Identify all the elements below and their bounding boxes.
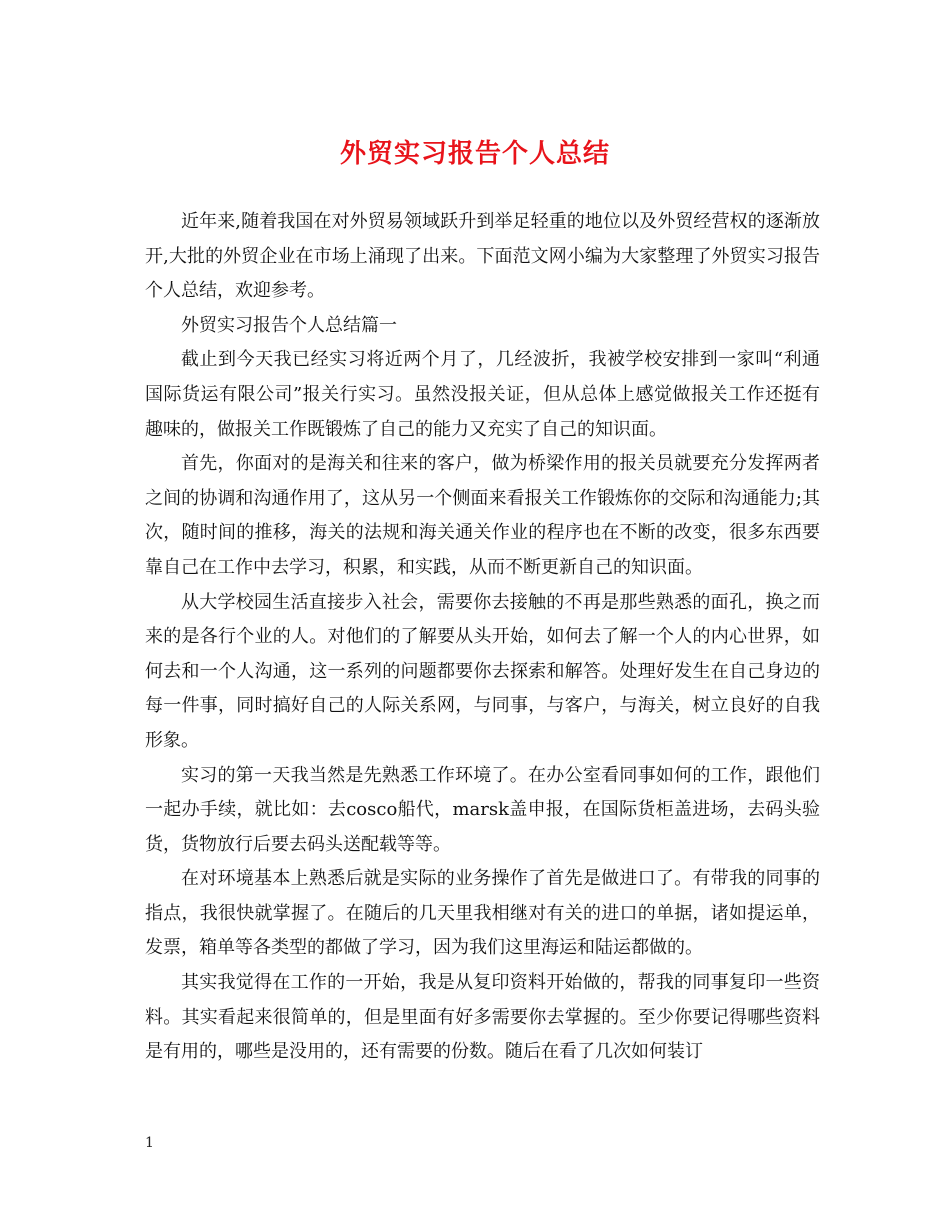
body-paragraph: 首先，你面对的是海关和往来的客户，做为桥梁作用的报关员就要充分发挥两者之间的协调和沟通作用了，这从另一个侧面来看报关工作锻炼你的交际和沟通能力;其次，随时间的推移，海关的法规和海关通关作业的程序也在不断的改变，很多东西要靠自己在工作中去学习，积累，和实践，从而不断更新自己的知识面。 xyxy=(145,453,820,578)
body-paragraph: 其实我觉得在工作的一开始，我是从复印资料开始做的，帮我的同事复印一些资料。其实看起来很简单的，但是里面有好多需要你去掌握的。至少你要记得哪些资料是有用的，哪些是没用的，还有需要的份数。随后在看了几次如何装订 xyxy=(145,972,820,1063)
intro-paragraph: 近年来,随着我国在对外贸易领域跃升到举足轻重的地位以及外贸经营权的逐渐放开,大批的外贸企业在市场上涌现了出来。下面范文网小编为大家整理了外贸实习报告个人总结，欢迎参考。 xyxy=(145,211,820,302)
section-heading: 外贸实习报告个人总结篇一 xyxy=(181,314,397,336)
document-body xyxy=(145,205,820,1070)
body-paragraph: 在对环境基本上熟悉后就是实际的业务操作了首先是做进口了。有带我的同事的指点，我很快就掌握了。在随后的几天里我相继对有关的进口的单据，诸如提运单，发票，箱单等各类型的都做了学习，因为我们这里海运和陆运都做的。 xyxy=(145,868,820,959)
body-paragraph: 实习的第一天我当然是先熟悉工作环境了。在办公室看同事如何的工作，跟他们一起办手续，就比如：去cosco船代，marsk盖申报，在国际货柜盖进场，去码头验货，货物放行后要去码头送配载等等。 xyxy=(145,764,820,855)
body-paragraph: 从大学校园生活直接步入社会，需要你去接触的不再是那些熟悉的面孔，换之而来的是各行个业的人。对他们的了解要从头开始，如何去了解一个人的内心世界，如何去和一个人沟通，这一系列的问题都要你去探索和解答。处理好发生在自己身边的每一件事，同时搞好自己的人际关系网，与同事，与客户，与海关，树立良好的自我形象。 xyxy=(145,591,820,751)
page-number: 1 xyxy=(145,1135,154,1151)
document-title: 外贸实习报告个人总结 xyxy=(339,139,610,169)
body-paragraph: 截止到今天我已经实习将近两个月了，几经波折，我被学校安排到一家叫“利通国际货运有限公司”报关行实习。虽然没报关证，但从总体上感觉做报关工作还挺有趣味的，做报关工作既锻炼了自己的能力又充实了自己的知识面。 xyxy=(145,349,820,440)
